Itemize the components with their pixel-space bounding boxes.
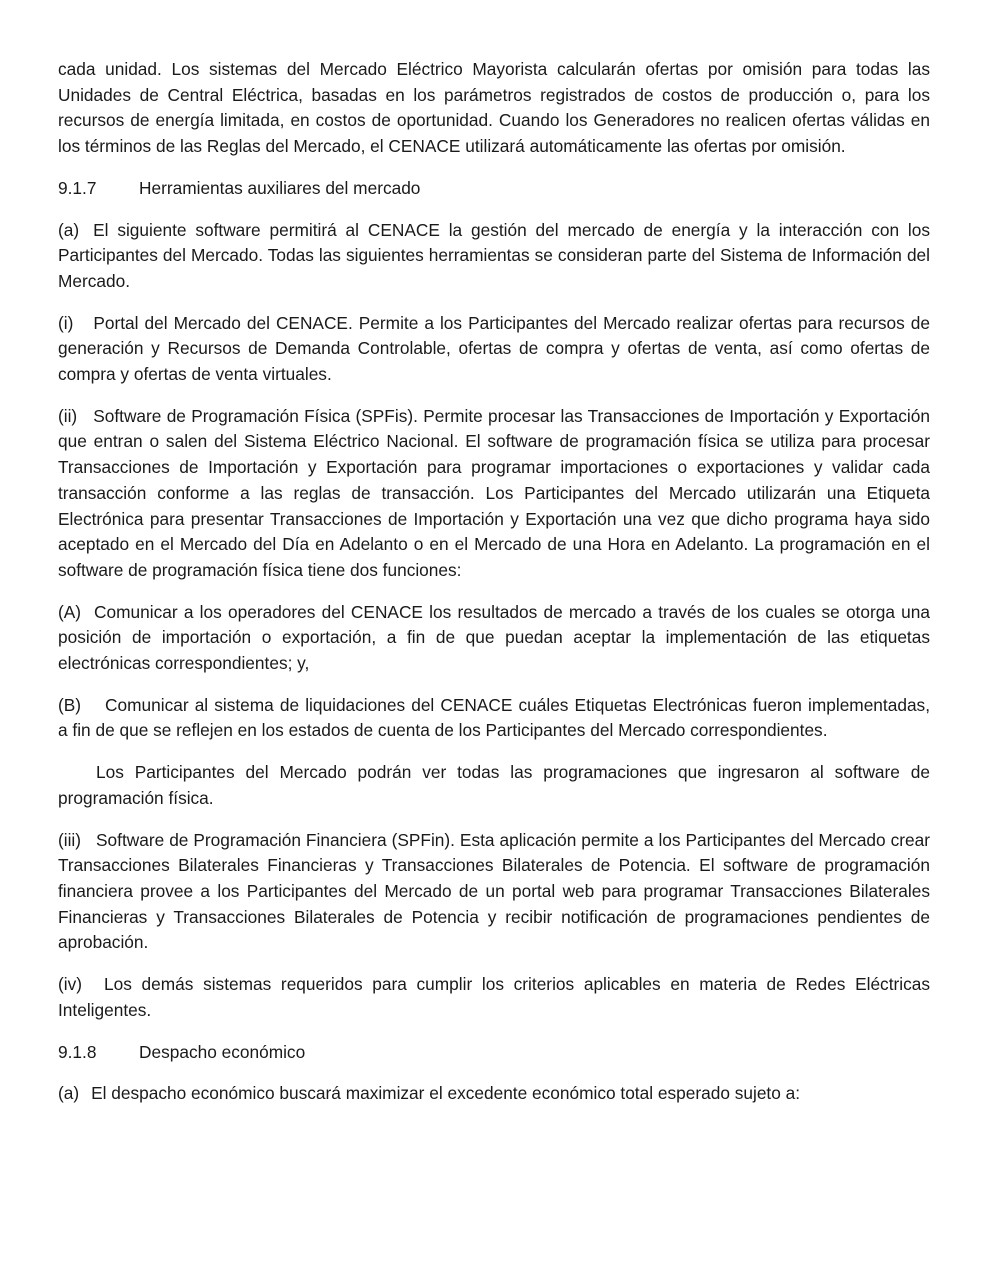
item-text: Comunicar a los operadores del CENACE los resultados de mercado a través de los cuales se otorga una posición de importación o exportación, a fin de que puedan aceptar la implementación de las etiquetas electrónicas correspondientes; y, [58, 601, 930, 674]
section-title: Despacho económico [139, 1041, 306, 1062]
section-heading-9-1-8 [58, 1040, 930, 1066]
item-label: (i) [58, 312, 74, 333]
section-heading-9-1-7 [58, 176, 930, 202]
paragraph-text: cada unidad. Los sistemas del Mercado Eléctrico Mayorista calcularán ofertas por omisión para todas las Unidades de Central Eléctrica, basadas en los parámetros registrados de costos de producción o, para los recursos de energía limitada, en costos de oportunidad. Cuando los Generadores no realicen ofertas válidas en los términos de las Reglas del Mercado, el CENACE utilizará automáticamente las ofertas por omisión. [58, 59, 930, 157]
list-item-B [58, 693, 930, 744]
item-label: (B) [58, 694, 82, 715]
item-label: (A) [58, 601, 82, 622]
item-text: El siguiente software permitirá al CENACE la gestión del mercado de energía y la interacción con los Participantes del Mercado. Todas las siguientes herramientas se consideran parte del Sistema de Información del Mercado. [58, 219, 930, 291]
item-text: Los demás sistemas requeridos para cumplir los criterios aplicables en materia de Redes Eléctricas Inteligentes. [58, 974, 930, 1020]
item-label: (a) [58, 219, 80, 240]
note-paragraph [58, 760, 930, 811]
paragraph-text: Los Participantes del Mercado podrán ver todas las programaciones que ingresaron al software de programación física. [58, 762, 930, 808]
list-item-a [58, 218, 930, 295]
list-item-iv [58, 972, 930, 1023]
section-title: Herramientas auxiliares del mercado [139, 177, 421, 198]
list-item-i [58, 311, 930, 388]
item-label: (iv) [58, 974, 82, 995]
list-item-iii [58, 828, 930, 957]
item-label: (a) [58, 1083, 80, 1104]
section-number: 9.1.8 [58, 1041, 97, 1062]
list-item-a-918 [58, 1081, 930, 1107]
item-text: Software de Programación Financiera (SPFin). Esta aplicación permite a los Participantes del Mercado crear Transacciones Bilaterales Financieras y Transacciones Bilaterales de Potencia. El software de programación financiera provee a los Participantes del Mercado de un portal web para programar Transacciones Bilaterales Financieras y Transacciones Bilaterales de Potencia y recibir notificación de programaciones pendientes de aprobación. [58, 829, 930, 953]
item-text: Comunicar al sistema de liquidaciones del CENACE cuáles Etiquetas Electrónicas fueron implementadas, a fin de que se reflejen en los estados de cuenta de los Participantes del Mercado correspondientes. [58, 694, 930, 741]
item-text: Portal del Mercado del CENACE. Permite a los Participantes del Mercado realizar ofertas para recursos de generación y Recursos de Demanda Controlable, ofertas de compra y ofertas de venta, así como ofertas de compra y ofertas de venta virtuales. [58, 312, 930, 385]
list-item-A [58, 600, 930, 677]
item-text: Software de Programación Física (SPFis). Permite procesar las Transacciones de Importación y Exportación que entran o salen del Sistema Eléctrico Nacional. El software de programación física se utiliza para procesar Transacciones de Importación y Exportación para programar importaciones o exportaciones y validar cada transacción conforme a las reglas de transacción. Los Participantes del Mercado utilizarán una Etiqueta Electrónica para presentar Transacciones de Importación y Exportación una vez que dicho programa haya sido aceptado en el Mercado del Día en Adelanto o en el Mercado de una Hora en Adelanto. La programación en el software de programación física tiene dos funciones: [58, 405, 930, 580]
intro-paragraph [58, 57, 930, 160]
document-page [58, 57, 930, 1123]
item-label: (ii) [58, 405, 78, 426]
item-label: (iii) [58, 829, 82, 850]
item-text: El despacho económico buscará maximizar el excedente económico total esperado sujeto a: [91, 1083, 801, 1104]
list-item-ii [58, 404, 930, 584]
section-number: 9.1.7 [58, 177, 97, 198]
